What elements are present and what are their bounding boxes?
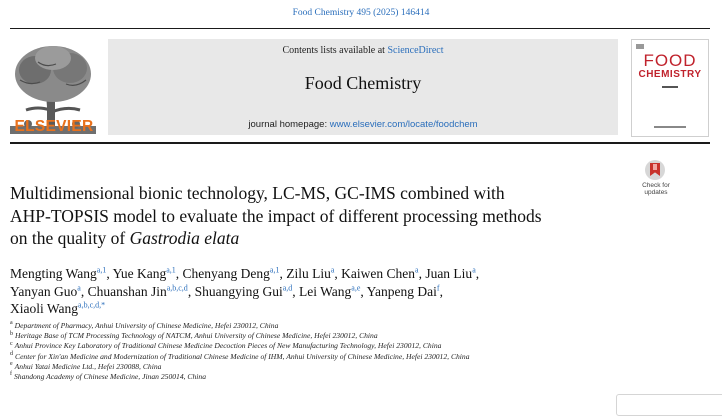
journal-cover-thumbnail[interactable] [631,39,709,137]
author-separator: , [439,283,443,299]
author-separator: , [106,266,113,281]
author-affiliation-mark[interactable]: a,1 [269,265,280,275]
author-affiliation-mark[interactable]: a [330,265,335,275]
author-affiliation-mark[interactable]: a,1 [96,265,107,275]
author-line-2 [10,283,710,301]
affiliation-text: Center for Xin'an Medicine and Modernization of Traditional Chinese Medicine of IHM, Anhui University of Chinese Medicine, Hefei 230012, China [15,351,470,361]
author-name[interactable]: Yanpeng Dai [366,283,437,299]
author-separator: , [80,283,88,299]
author-affiliation-mark[interactable]: a,b,c,d [166,283,188,292]
affiliation-text: Anhui Province Key Laboratory of Traditional Chinese Medicine Decoction Pieces of New Manufacturing Technology, Hefei 230012, China [14,341,442,351]
affiliation-text: Anhui Yatai Medicine Ltd., Hefei 230088, China [14,361,162,371]
journal-homepage-line [108,119,618,130]
journal-title[interactable]: Food Chemistry [304,73,422,93]
author-name[interactable]: Yue Kang [112,266,167,281]
article-title-line-2: AHP-TOPSIS model to evaluate the impact of different processing methods [10,205,542,226]
contents-available-line [108,45,618,56]
cover-title-food: FOOD [643,51,697,70]
sciencedirect-link[interactable]: ScienceDirect [387,45,444,56]
check-updates-bookmark-highlight [653,164,657,170]
citation-link[interactable]: Food Chemistry 495 (2025) 146414 [292,8,430,18]
author-name[interactable]: Kaiwen Chen [341,266,415,281]
author-line-3 [10,300,710,318]
check-updates-line1: Check for [642,182,670,189]
author-name[interactable]: Yanyan Guo [10,283,78,299]
floating-widget[interactable] [616,394,722,416]
cover-footer-bar [654,126,686,128]
affiliation-mark: b [10,330,13,337]
author-separator: , [418,266,426,281]
author-affiliation-mark[interactable]: a,e [351,283,361,292]
author-name[interactable]: Lei Wang [299,283,352,299]
author-separator: , [334,266,342,281]
author-separator: , [279,266,287,281]
check-for-updates-button[interactable] [636,160,676,202]
header-top-rule [10,28,710,29]
affiliation-mark: a [10,320,13,327]
affiliation-item [10,341,710,351]
author-name[interactable]: Shuangying Gui [194,283,283,299]
affiliation-mark: c [10,340,13,347]
header-bottom-rule [10,142,710,144]
affiliation-mark: f [10,371,12,378]
homepage-prefix: journal homepage: [248,119,330,130]
elsevier-wordmark[interactable]: ELSEVIER [14,118,94,135]
journal-citation[interactable] [0,8,722,18]
affiliation-text: Heritage Base of TCM Processing Technology of NATCM, Anhui University of Chinese Medicine, Hefei 230012, China [15,331,378,341]
author-affiliation-mark[interactable]: a [77,283,81,292]
cover-title-chemistry: CHEMISTRY [638,69,702,80]
cover-divider [662,86,678,88]
homepage-link[interactable]: www.elsevier.com/locate/foodchem [329,119,478,130]
affiliation-item [10,331,710,341]
article-title-prefix: on the quality of [10,228,130,248]
author-affiliation-mark[interactable]: a,b,c,d,* [78,300,106,310]
affiliation-mark: e [10,361,13,368]
check-updates-line2: updates [644,189,668,196]
author-affiliation-mark[interactable]: a,1 [166,265,176,275]
affiliation-item [10,362,710,372]
article-title-line-1: Multidimensional bionic technology, LC-MS, GC-IMS combined with [10,183,505,203]
author-separator: , [475,266,480,281]
author-name[interactable]: Mengting Wang [10,266,97,281]
author-name[interactable]: Zilu Liu [286,266,331,281]
affiliation-item [10,321,710,331]
affiliation-item [10,372,710,382]
author-separator: , [360,283,367,299]
author-list [10,265,710,318]
journal-header-band [108,39,618,135]
affiliation-mark: d [10,351,13,358]
author-affiliation-mark[interactable]: a,d [282,283,293,292]
check-updates-label [634,182,678,196]
article-title-species: Gastrodia elata [129,228,240,248]
contents-prefix: Contents lists available at [282,45,388,56]
author-separator: , [292,283,300,299]
author-name[interactable]: Juan Liu [425,266,473,281]
author-line-1 [10,265,710,283]
article-title [10,182,620,250]
affiliation-text: Department of Pharmacy, Anhui University of Chinese Medicine, Hefei 230012, China [14,321,279,330]
author-affiliation-mark[interactable]: a [415,265,419,275]
author-name[interactable]: Chuanshan Jin [87,283,167,299]
cover-badge-icon [636,44,644,49]
author-name[interactable]: Xiaoli Wang [10,301,79,316]
author-affiliation-mark[interactable]: a [472,265,476,275]
author-name[interactable]: Chenyang Deng [182,266,270,281]
affiliation-item [10,352,710,362]
author-separator: , [187,283,195,299]
author-affiliation-mark[interactable]: f [436,283,440,292]
article-title-line-3 [10,227,620,250]
affiliation-list [10,321,710,382]
affiliation-text: Shandong Academy of Chinese Medicine, Jinan 250014, China [14,372,206,382]
author-separator: , [175,266,183,281]
